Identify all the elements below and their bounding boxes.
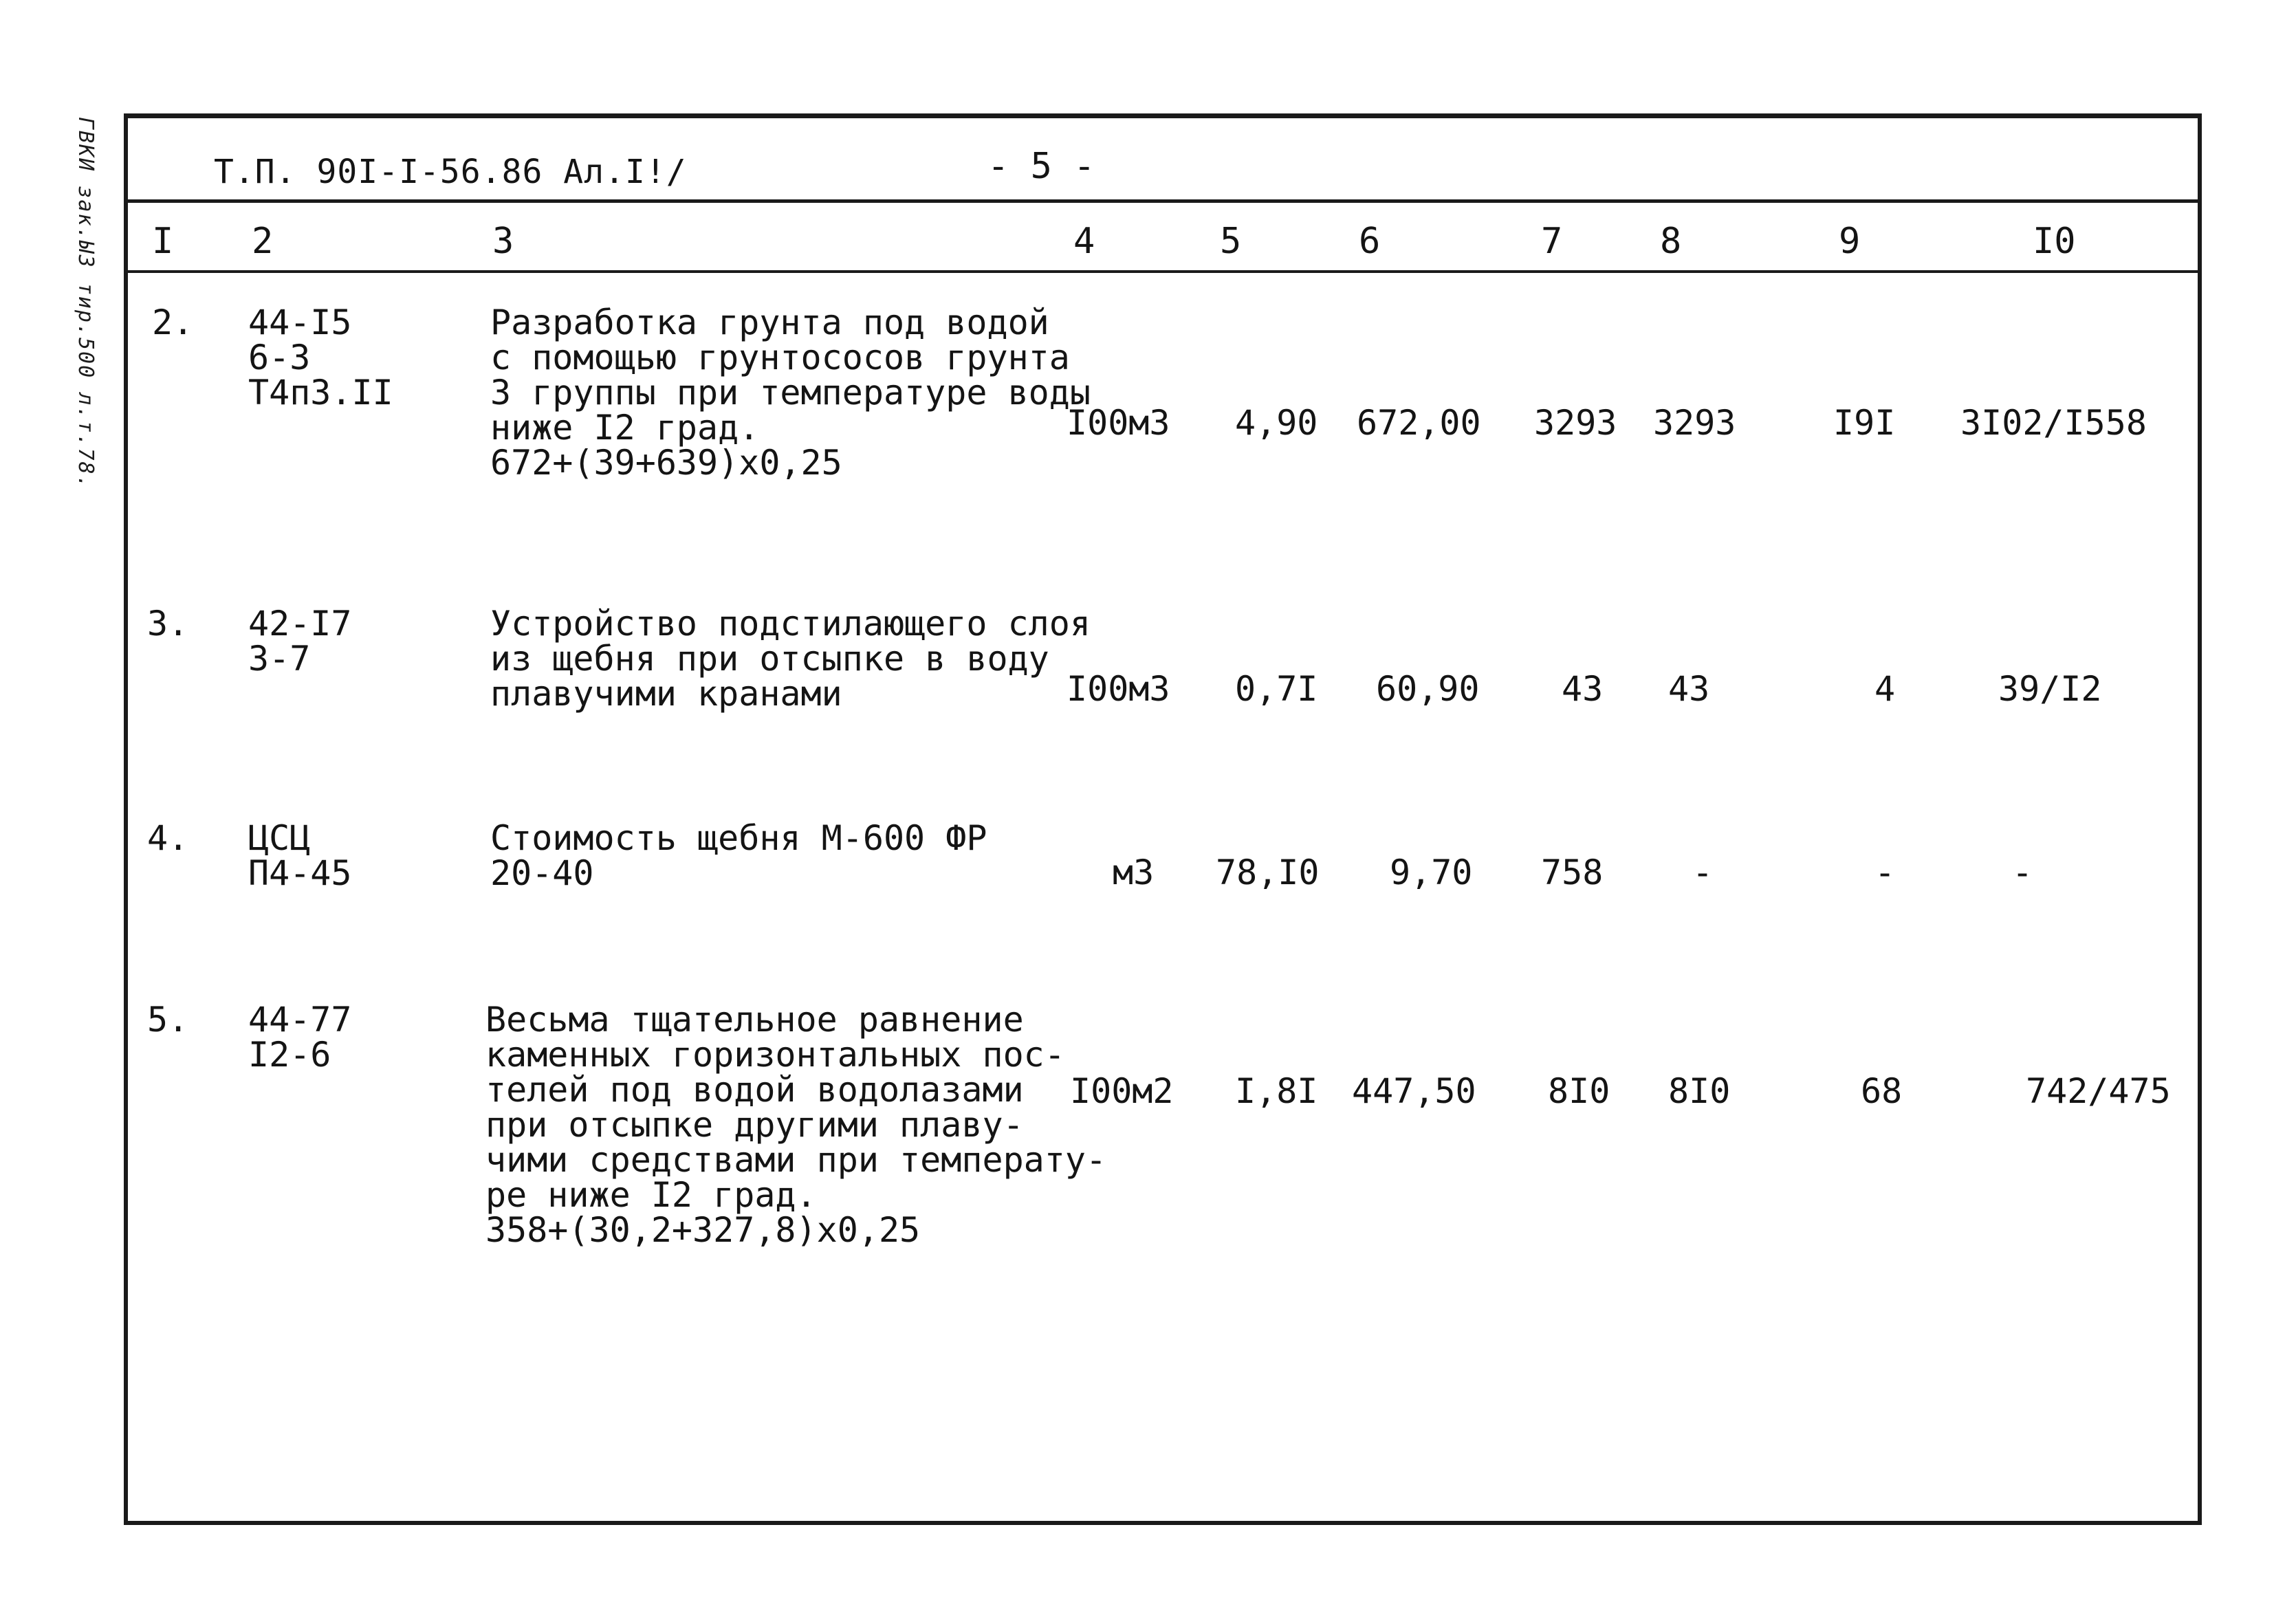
column-10-value: 39/I2: [1998, 669, 2102, 709]
unit-price: 9,70: [1390, 853, 1473, 892]
column-header-7: 7: [1541, 221, 1563, 262]
column-header-4: 4: [1073, 221, 1095, 262]
row-number: 5.: [147, 1000, 189, 1040]
column-header-2: 2: [252, 221, 274, 262]
column-header-10: I0: [2033, 221, 2076, 262]
column-8-value: 8I0: [1668, 1071, 1731, 1111]
quantity: 4,90: [1235, 403, 1318, 443]
column-9-value: 4: [1874, 669, 1896, 709]
column-9-value: -: [1874, 853, 1896, 892]
column-header-row: [128, 203, 2198, 273]
document-code: Т.П. 90I-I-56.86 Ал.I!/: [214, 153, 687, 191]
unit: I00м2: [1070, 1071, 1174, 1111]
work-description: Стоимость щебня М-600 ФР 20-40: [490, 818, 987, 893]
total-cost: 43: [1562, 669, 1604, 709]
column-9-value: I9I: [1833, 403, 1896, 443]
unit-price: 672,00: [1357, 403, 1481, 443]
column-9-value: 68: [1861, 1071, 1903, 1111]
column-header-9: 9: [1839, 221, 1861, 262]
unit-price: 60,90: [1376, 669, 1480, 709]
quantity: 0,7I: [1235, 669, 1318, 709]
work-description: Устройство подстилающего слоя из щебня при отсыпке в воду плавучими кранами: [490, 604, 1091, 714]
estimate-table-frame: [124, 113, 2202, 1525]
row-number: 4.: [147, 818, 189, 858]
row-number: 3.: [147, 604, 189, 644]
work-description: Весьма тщательное равнение каменных горизонтальных пос- телей под водой водолазами при отсыпке другими плаву- чими средствами при температу- ре ниже I2 град. 358+(30,2+327,8)х0,25: [485, 1000, 1107, 1250]
total-cost: 8I0: [1548, 1071, 1610, 1111]
column-header-1: I: [152, 221, 174, 262]
rate-code: 44-77 I2-6: [248, 1000, 352, 1075]
column-header-5: 5: [1220, 221, 1242, 262]
quantity: 78,I0: [1216, 853, 1320, 892]
document-header: [128, 118, 2198, 203]
column-10-value: -: [2012, 853, 2033, 892]
column-8-value: 43: [1668, 669, 1710, 709]
unit-price: 447,50: [1352, 1071, 1476, 1111]
column-10-value: 3I02/I558: [1960, 403, 2147, 443]
total-cost: 3293: [1534, 403, 1617, 443]
rate-code: 44-I5 6-3 Т4п3.II: [248, 303, 393, 413]
quantity: I,8I: [1235, 1071, 1318, 1111]
unit: I00м3: [1067, 669, 1170, 709]
rate-code: ЦСЦ П4-45: [248, 818, 352, 893]
work-description: Разработка грунта под водой с помощью грунтососов грунта 3 группы при температуре воды ниже I2 град. 672+(39+639)х0,25: [490, 303, 1091, 483]
column-8-value: -: [1692, 853, 1714, 892]
unit: I00м3: [1067, 403, 1170, 443]
total-cost: 758: [1541, 853, 1604, 892]
column-header-6: 6: [1359, 221, 1381, 262]
column-header-8: 8: [1660, 221, 1682, 262]
side-print-stamp: ГВКИ зак.Ы3 тир.500 л.т.78.: [74, 117, 98, 490]
column-header-3: 3: [492, 221, 514, 262]
rate-code: 42-I7 3-7: [248, 604, 352, 679]
page-number: - 5 -: [987, 146, 1095, 187]
column-8-value: 3293: [1653, 403, 1736, 443]
column-10-value: 742/475: [2026, 1071, 2171, 1111]
row-number: 2.: [152, 303, 194, 342]
unit: м3: [1113, 853, 1155, 892]
